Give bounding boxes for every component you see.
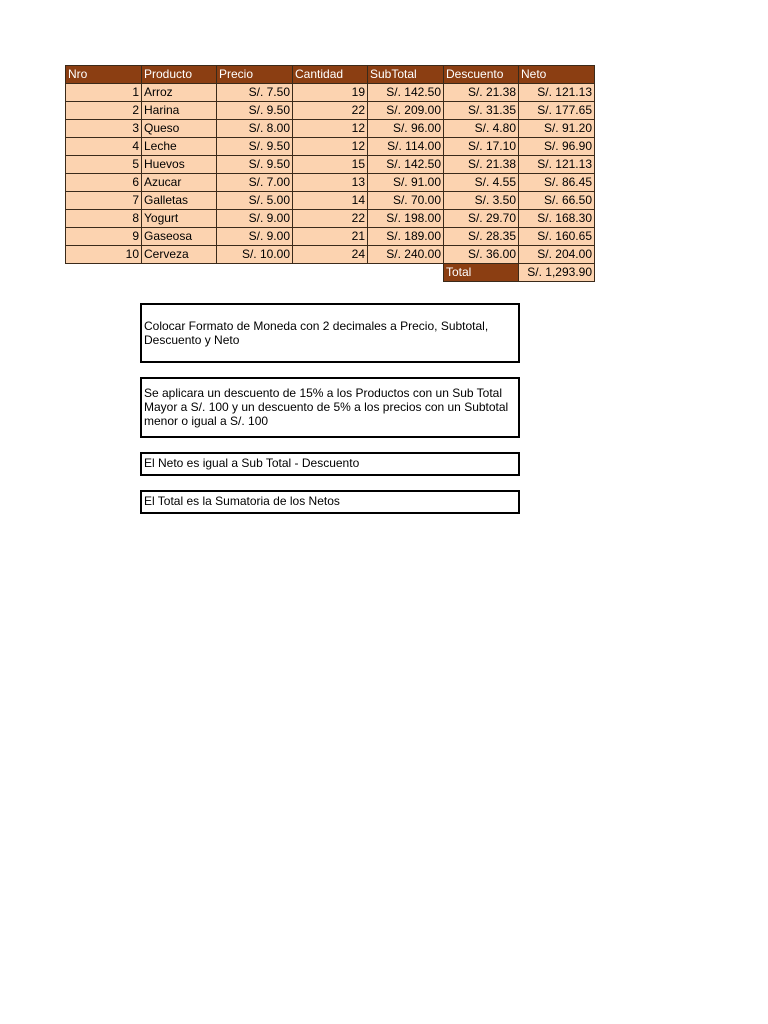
cell-neto[interactable]: S/. 66.50 [519, 192, 595, 210]
cell-precio[interactable]: S/. 9.50 [217, 138, 293, 156]
cell-subtotal[interactable]: S/. 189.00 [368, 228, 444, 246]
cell-cantidad[interactable]: 13 [293, 174, 368, 192]
cell-precio[interactable]: S/. 5.00 [217, 192, 293, 210]
cell-producto[interactable]: Arroz [142, 84, 217, 102]
cell-subtotal[interactable]: S/. 142.50 [368, 84, 444, 102]
cell-descuento[interactable]: S/. 3.50 [444, 192, 519, 210]
cell-subtotal[interactable]: S/. 96.00 [368, 120, 444, 138]
cell-subtotal[interactable]: S/. 198.00 [368, 210, 444, 228]
cell-subtotal[interactable]: S/. 91.00 [368, 174, 444, 192]
cell-cantidad[interactable]: 22 [293, 102, 368, 120]
cell-descuento[interactable]: S/. 31.35 [444, 102, 519, 120]
products-table [65, 65, 595, 282]
cell-nro[interactable]: 3 [66, 120, 142, 138]
cell-cantidad[interactable]: 12 [293, 138, 368, 156]
cell-neto[interactable]: S/. 91.20 [519, 120, 595, 138]
cell-neto[interactable]: S/. 96.90 [519, 138, 595, 156]
note-discount-rule-text: Se aplicara un descuento de 15% a los Productos con un Sub Total Mayor a S/. 100 y un descuento de 5% a los precios con un Subtotal menor o igual a S/. 100 [144, 386, 509, 428]
header-descuento[interactable]: Descuento [444, 66, 519, 84]
cell-cantidad[interactable]: 12 [293, 120, 368, 138]
header-row [66, 66, 595, 84]
header-neto[interactable]: Neto [519, 66, 595, 84]
cell-nro[interactable]: 5 [66, 156, 142, 174]
cell-cantidad[interactable]: 15 [293, 156, 368, 174]
cell-cantidad[interactable]: 24 [293, 246, 368, 264]
cell-nro[interactable]: 8 [66, 210, 142, 228]
cell-producto[interactable]: Galletas [142, 192, 217, 210]
cell-descuento[interactable]: S/. 29.70 [444, 210, 519, 228]
empty-cells [66, 264, 444, 282]
cell-subtotal[interactable]: S/. 114.00 [368, 138, 444, 156]
cell-precio[interactable]: S/. 9.50 [217, 156, 293, 174]
table-row [66, 138, 595, 156]
header-cantidad[interactable]: Cantidad [293, 66, 368, 84]
note-total-formula[interactable] [140, 490, 520, 514]
table-row [66, 174, 595, 192]
cell-neto[interactable]: S/. 168.30 [519, 210, 595, 228]
cell-neto[interactable]: S/. 121.13 [519, 156, 595, 174]
cell-nro[interactable]: 2 [66, 102, 142, 120]
table-row [66, 156, 595, 174]
cell-precio[interactable]: S/. 10.00 [217, 246, 293, 264]
cell-neto[interactable]: S/. 121.13 [519, 84, 595, 102]
note-discount-rule[interactable] [140, 377, 520, 438]
cell-nro[interactable]: 1 [66, 84, 142, 102]
table-row [66, 192, 595, 210]
cell-descuento[interactable]: S/. 17.10 [444, 138, 519, 156]
table-row [66, 228, 595, 246]
header-nro[interactable]: Nro [66, 66, 142, 84]
cell-subtotal[interactable]: S/. 142.50 [368, 156, 444, 174]
cell-descuento[interactable]: S/. 21.38 [444, 84, 519, 102]
table-row [66, 210, 595, 228]
cell-precio[interactable]: S/. 7.00 [217, 174, 293, 192]
header-subtotal[interactable]: SubTotal [368, 66, 444, 84]
cell-subtotal[interactable]: S/. 70.00 [368, 192, 444, 210]
table-row [66, 246, 595, 264]
cell-nro[interactable]: 10 [66, 246, 142, 264]
cell-producto[interactable]: Huevos [142, 156, 217, 174]
cell-producto[interactable]: Azucar [142, 174, 217, 192]
note-currency-format[interactable] [140, 303, 520, 363]
total-row [66, 264, 595, 282]
cell-precio[interactable]: S/. 7.50 [217, 84, 293, 102]
total-label[interactable]: Total [444, 264, 519, 282]
cell-descuento[interactable]: S/. 36.00 [444, 246, 519, 264]
cell-cantidad[interactable]: 14 [293, 192, 368, 210]
cell-producto[interactable]: Cerveza [142, 246, 217, 264]
cell-descuento[interactable]: S/. 4.55 [444, 174, 519, 192]
cell-subtotal[interactable]: S/. 209.00 [368, 102, 444, 120]
total-value[interactable]: S/. 1,293.90 [519, 264, 595, 282]
cell-nro[interactable]: 4 [66, 138, 142, 156]
cell-subtotal[interactable]: S/. 240.00 [368, 246, 444, 264]
cell-descuento[interactable]: S/. 4.80 [444, 120, 519, 138]
cell-precio[interactable]: S/. 9.00 [217, 210, 293, 228]
cell-descuento[interactable]: S/. 21.38 [444, 156, 519, 174]
cell-precio[interactable]: S/. 8.00 [217, 120, 293, 138]
cell-nro[interactable]: 6 [66, 174, 142, 192]
table-row [66, 84, 595, 102]
note-total-formula-text: El Total es la Sumatoria de los Netos [144, 494, 340, 508]
note-neto-formula-text: El Neto es igual a Sub Total - Descuento [144, 456, 360, 470]
cell-neto[interactable]: S/. 86.45 [519, 174, 595, 192]
cell-neto[interactable]: S/. 177.65 [519, 102, 595, 120]
cell-descuento[interactable]: S/. 28.35 [444, 228, 519, 246]
cell-producto[interactable]: Yogurt [142, 210, 217, 228]
cell-precio[interactable]: S/. 9.00 [217, 228, 293, 246]
note-neto-formula[interactable] [140, 452, 520, 476]
cell-neto[interactable]: S/. 204.00 [519, 246, 595, 264]
cell-producto[interactable]: Queso [142, 120, 217, 138]
cell-nro[interactable]: 7 [66, 192, 142, 210]
cell-nro[interactable]: 9 [66, 228, 142, 246]
cell-producto[interactable]: Gaseosa [142, 228, 217, 246]
note-currency-format-text: Colocar Formato de Moneda con 2 decimales a Precio, Subtotal, Descuento y Neto [144, 319, 489, 347]
cell-cantidad[interactable]: 19 [293, 84, 368, 102]
table-row [66, 120, 595, 138]
table-row [66, 102, 595, 120]
cell-producto[interactable]: Harina [142, 102, 217, 120]
cell-cantidad[interactable]: 22 [293, 210, 368, 228]
header-precio[interactable]: Precio [217, 66, 293, 84]
cell-cantidad[interactable]: 21 [293, 228, 368, 246]
cell-producto[interactable]: Leche [142, 138, 217, 156]
cell-precio[interactable]: S/. 9.50 [217, 102, 293, 120]
cell-neto[interactable]: S/. 160.65 [519, 228, 595, 246]
header-producto[interactable]: Producto [142, 66, 217, 84]
